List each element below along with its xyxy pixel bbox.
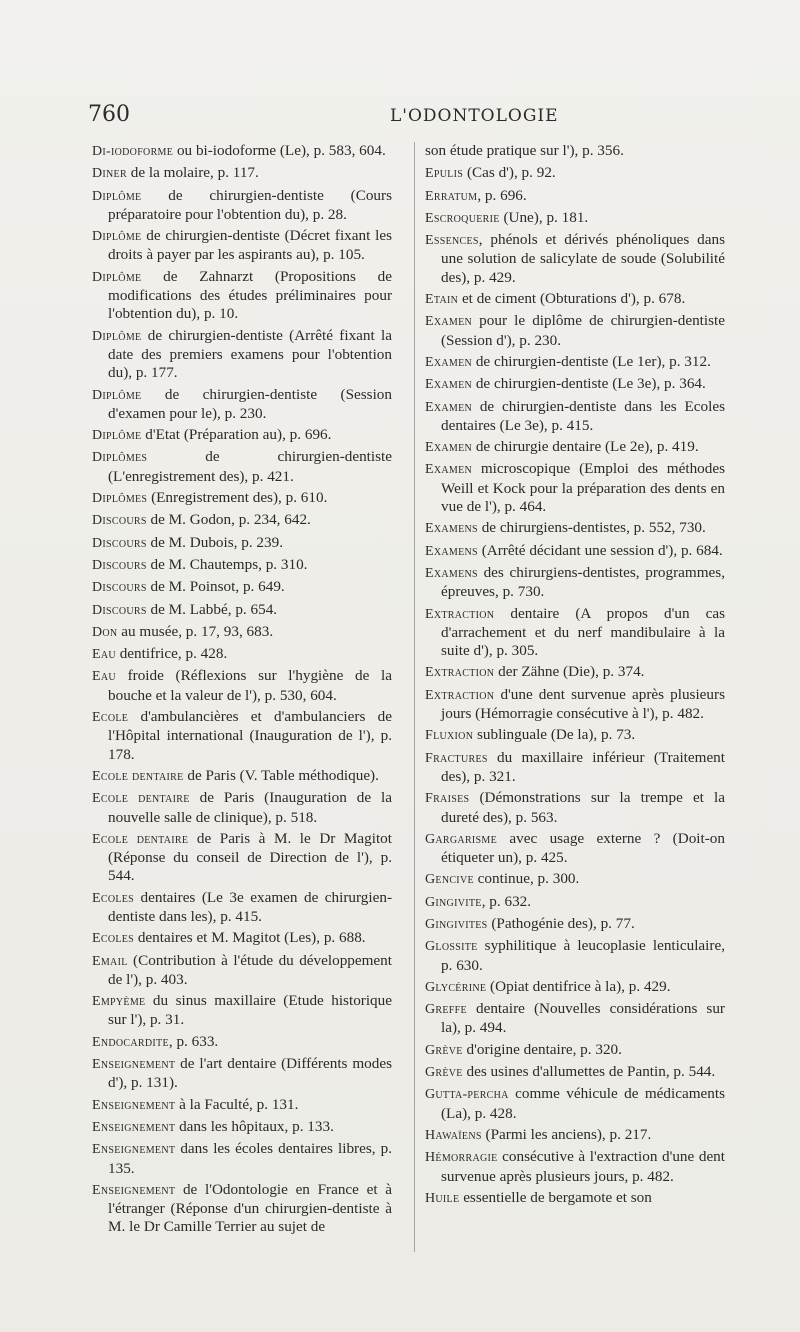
index-headword: Diplôme [92,387,142,403]
index-entry [92,142,392,161]
index-entry [92,511,392,530]
index-entry [92,227,392,265]
index-headword: Hémorragie [425,1150,498,1166]
index-headword: Examen [425,377,473,393]
index-entry-text: dentaires (Le 3e examen de chirurgien-dentiste dans les), p. 415. [108,888,392,925]
index-entry [92,952,392,990]
index-entry-text: des chirurgiens-dentistes, programmes, épreuves, p. 730. [441,563,725,601]
index-entry [92,187,392,225]
index-entry [92,534,392,553]
index-entry [92,889,392,927]
index-headword: Fluxion [425,728,474,744]
index-entry-text: avec usage externe ? (Doit-on étiqueter un), p. 425. [441,829,725,867]
index-headword: Grève [425,1042,463,1058]
index-entry-text: (Démonstrations sur la trempe et la dureté des), p. 563. [441,789,725,826]
index-headword: Examens [425,565,478,581]
index-headword: Ecoles [92,931,135,947]
index-entry-text: microscopique (Emploi des méthodes Weill et Kock pour la préparation des dents en vue de l'), p. 464. [441,460,725,516]
index-headword: Extraction [425,687,495,703]
index-headword: Email [92,953,128,969]
index-entry [92,556,392,575]
index-headword: Enseignement [92,1057,176,1073]
right-index-column [425,142,725,1211]
index-entry-text: dentaire (A propos d'un cas d'arrachement et du nerf mandibulaire à la suite d'), p. 305. [441,604,725,660]
index-entry [92,1033,392,1052]
index-entry [425,1041,725,1060]
index-entry-text: à la Faculté, p. 131. [175,1095,299,1113]
index-entry-text: , phénols et dérivés phénoliques dans une solution de salicylate de soude (Solubilité des), p. 429. [441,231,725,286]
index-entry-text: pour le diplôme de chirurgien-dentiste (Session d'), p. 230. [441,312,725,349]
index-entry [92,645,392,664]
index-entry-text: d'origine dentaire, p. 320. [462,1040,622,1058]
index-headword: Ecole dentaire [92,831,189,847]
index-entry-text: dentifrice, p. 428. [115,645,228,663]
index-entry [425,187,725,206]
index-entry [92,929,392,948]
index-entry [92,667,392,705]
index-headword: Enseignement [92,1097,176,1113]
index-headword: Discours [92,557,147,573]
index-entry [92,426,392,445]
index-entry-text: comme véhicule de médicaments (La), p. 428. [441,1085,725,1122]
index-entry [92,489,392,508]
index-entry [425,231,725,287]
index-headword: Examens [425,521,478,537]
index-headword: Gingivite [425,894,482,910]
index-entry-text: (Pathogénie des), p. 77. [487,914,635,932]
index-entry-text: consécutive à l'extraction d'une dent survenue après plusieurs jours, p. 482. [441,1148,725,1185]
index-headword: Fraises [425,791,470,807]
index-headword: Gutta-percha [425,1087,509,1103]
index-entry [425,1085,725,1123]
index-headword: Empyème [92,994,146,1010]
index-entry-text: (Parmi les anciens), p. 217. [481,1125,652,1143]
index-entry [425,915,725,934]
index-headword: Grève [425,1065,463,1081]
index-entry [425,375,725,394]
index-entry-text: de M. Dubois, p. 239. [146,533,284,551]
index-headword: Discours [92,602,147,618]
index-entry-text: de l'art dentaire (Différents modes d'), p. 131). [108,1055,392,1092]
index-entry-text: (Enregistrement des), p. 610. [147,489,328,507]
index-entry-text: de chirurgien-dentiste (Arrêté fixant la date des premiers examens pour l'obtention du), p. 177. [108,326,392,382]
index-entry-text: dentaire (Nouvelles considérations sur la), p. 494. [441,1000,725,1037]
index-entry-text: du sinus maxillaire (Etude historique sur l'), p. 31. [108,992,392,1029]
index-headword: Extraction [425,665,495,681]
index-entry-text: froide (Réflexions sur l'hygiène de la bouche et la valeur de l'), p. 530, 604. [108,667,392,704]
index-entry [425,438,725,457]
index-entry-text: de chirurgien-dentiste (Cours préparatoire pour l'obtention du), p. 28. [108,186,392,223]
index-entry [92,992,392,1030]
index-entry-text: de M. Chautemps, p. 310. [146,555,308,573]
index-entry [425,1063,725,1082]
index-headword: Ecoles [92,890,135,906]
index-entry-text: de chirurgien-dentiste (Le 3e), p. 364. [472,375,706,393]
index-entry [425,830,725,868]
index-headword: Enseignement [92,1142,176,1158]
index-entry [92,601,392,620]
index-headword: Glycérine [425,979,487,995]
index-headword: Diplôme [92,328,142,344]
index-entry [425,1189,725,1208]
index-headword: Discours [92,535,147,551]
index-entry-text: dans les hôpitaux, p. 133. [175,1117,334,1135]
index-entry-text: (Cas d'), p. 92. [463,164,556,182]
index-entry-text: continue, p. 300. [473,870,580,888]
index-entry [425,605,725,661]
index-headword: Diplôme [92,188,142,204]
index-entry-text: (Une), p. 181. [499,208,589,226]
index-headword: Diplômes [92,450,148,466]
index-entry [92,767,392,786]
index-entry-text: der Zähne (Die), p. 374. [494,663,645,681]
index-entry [425,1126,725,1145]
index-headword: Discours [92,580,147,596]
index-entry-text: au musée, p. 17, 93, 683. [117,622,274,640]
index-headword: Escroquerie [425,210,500,226]
index-entry [425,937,725,975]
running-title: L'ODONTOLOGIE [390,106,559,126]
index-headword: Etain [425,292,459,308]
index-entry-text: et de ciment (Obturations d'), p. 678. [458,290,686,308]
index-entry [425,564,725,602]
index-entry-text: , p. 632. [481,892,532,910]
index-headword: Examen [425,440,473,456]
index-headword: Endocardite [92,1034,169,1050]
index-entry-text: de chirurgiens-dentistes, p. 552, 730. [477,519,706,537]
index-entry-text: essentielle de bergamote et son [459,1188,652,1206]
index-entry [92,164,392,183]
index-entry [92,623,392,642]
index-entry [425,460,725,516]
index-entry [425,164,725,183]
index-entry-text: de Paris (Inauguration de la nouvelle salle de clinique), p. 518. [108,789,392,826]
index-headword: Ecole [92,710,129,726]
index-entry-text: des usines d'allumettes de Pantin, p. 544. [462,1063,716,1081]
index-headword: Enseignement [92,1182,176,1198]
index-entry [92,448,392,486]
index-entry [425,312,725,350]
index-headword: Hawaïens [425,1127,482,1143]
index-headword: Huile [425,1190,460,1206]
index-headword: Fractures [425,750,488,766]
index-entry-text: (Contribution à l'étude du développement de l'), p. 403. [108,951,392,988]
index-entry [92,789,392,827]
index-entry-text: d'une dent survenue après plusieurs jours (Hémorragie consécutive à l'), p. 482. [441,685,725,723]
index-headword: Examen [425,314,473,330]
index-entry [92,1181,392,1237]
index-entry [92,268,392,324]
index-entry-text: d'ambulancières et d'ambulanciers de l'Hôpital international (Inauguration de l'), p. 178. [108,708,392,763]
index-entry [425,686,725,724]
index-entry [425,870,725,889]
index-headword: Gencive [425,872,474,888]
index-entry [92,708,392,764]
index-entry-text: , p. 633. [168,1032,219,1050]
index-headword: Diplôme [92,269,142,285]
index-headword: Diner [92,166,127,182]
index-headword: Don [92,624,118,640]
index-entry [92,327,392,383]
index-headword: Epulis [425,166,464,182]
index-entry-text: de M. Godon, p. 234, 642. [146,511,311,529]
index-entry [425,142,725,161]
index-headword: Gingivites [425,916,488,932]
index-entry [425,749,725,787]
left-index-column [92,142,392,1240]
index-entry-text: de M. Poinsot, p. 649. [146,578,285,596]
index-entry-text: du maxillaire inférieur (Traitement des), p. 321. [441,748,725,785]
index-entry [425,1148,725,1186]
index-entry-text: d'Etat (Préparation au), p. 696. [141,426,332,444]
index-entry-text: , p. 696. [477,186,527,204]
index-entry [92,1140,392,1178]
index-headword: Examen [425,399,473,415]
index-entry-text: son étude pratique sur l'), p. 356. [425,142,624,159]
index-entry-text: dans les écoles dentaires libres, p. 135. [108,1140,392,1177]
index-entry-text: dentaires et M. Magitot (Les), p. 688. [134,929,366,947]
index-entry-text: de l'Odontologie en France et à l'étranger (Réponse d'un chirurgien-dentiste à M. le Dr Camille Terrier au sujet de [108,1180,392,1236]
index-entry [425,353,725,372]
index-entry-text: de M. Labbé, p. 654. [146,600,278,618]
index-entry-text: de Paris à M. le Dr Magitot (Réponse du conseil de Direction de l'), p. 544. [108,829,392,885]
index-headword: Examens [425,543,478,559]
index-headword: Extraction [425,606,495,622]
index-headword: Di-iodoforme [92,144,174,159]
index-headword: Diplôme [92,428,142,444]
index-headword: Discours [92,513,147,529]
index-headword: Ecole dentaire [92,791,190,807]
index-entry [425,398,725,436]
index-entry-text: de chirurgien-dentiste (Session d'examen pour le), p. 230. [108,385,392,422]
index-entry [425,663,725,682]
index-entry [425,290,725,309]
index-entry-text: (Opiat dentifrice à la), p. 429. [486,977,671,995]
index-headword: Gargarisme [425,831,498,847]
index-headword: Diplôme [92,229,142,245]
page-number: 760 [88,102,130,127]
index-entry-text: sublinguale (De la), p. 73. [473,726,636,744]
column-divider [414,142,415,1252]
index-entry [425,209,725,228]
index-entry-text: (Arrêté décidant une session d'), p. 684. [477,541,723,559]
index-entry [425,542,725,561]
index-entry [92,578,392,597]
index-entry-text: ou bi-iodoforme (Le), p. 583, 604. [173,142,386,159]
index-entry-text: de Zahnarzt (Propositions de modifications des études préliminaires pour l'obtention du), p. 10. [108,267,392,323]
page-header [88,102,778,132]
index-entry-text: de chirurgien-dentiste dans les Ecoles dentaires (Le 3e), p. 415. [441,397,725,434]
index-entry [92,1118,392,1137]
index-entry [425,726,725,745]
index-entry [92,1096,392,1115]
index-headword: Ecole dentaire [92,768,184,784]
index-entry-text: de chirurgie dentaire (Le 2e), p. 419. [472,438,699,456]
index-entry-text: de chirurgien-dentiste (Le 1er), p. 312. [472,352,711,370]
index-headword: Diplômes [92,491,148,507]
index-entry-text: syphilitique à leucoplasie lenticulaire, p. 630. [441,937,725,974]
index-headword: Eau [92,669,116,685]
index-entry-text: de la molaire, p. 117. [126,164,259,182]
index-entry [425,978,725,997]
index-entry [92,1055,392,1093]
index-headword: Greffe [425,1002,467,1018]
index-entry [92,830,392,886]
index-headword: Glossite [425,939,478,955]
index-entry [425,789,725,827]
index-headword: Eau [92,647,116,663]
index-entry [425,893,725,912]
index-headword: Enseignement [92,1119,176,1135]
index-headword: Examen [425,462,473,478]
index-entry-text: de Paris (V. Table méthodique). [183,766,379,784]
index-entry-text: de chirurgien-dentiste (Décret fixant les droits à payer par les aspirants au), p. 105. [108,227,392,264]
index-entry [425,1000,725,1038]
index-headword: Essences [425,233,479,249]
index-headword: Erratum [425,188,478,204]
index-entry [92,386,392,424]
index-headword: Examen [425,354,473,370]
index-entry-text: de chirurgien-dentiste (L'enregistrement des), p. 421. [108,448,392,485]
index-entry [425,519,725,538]
